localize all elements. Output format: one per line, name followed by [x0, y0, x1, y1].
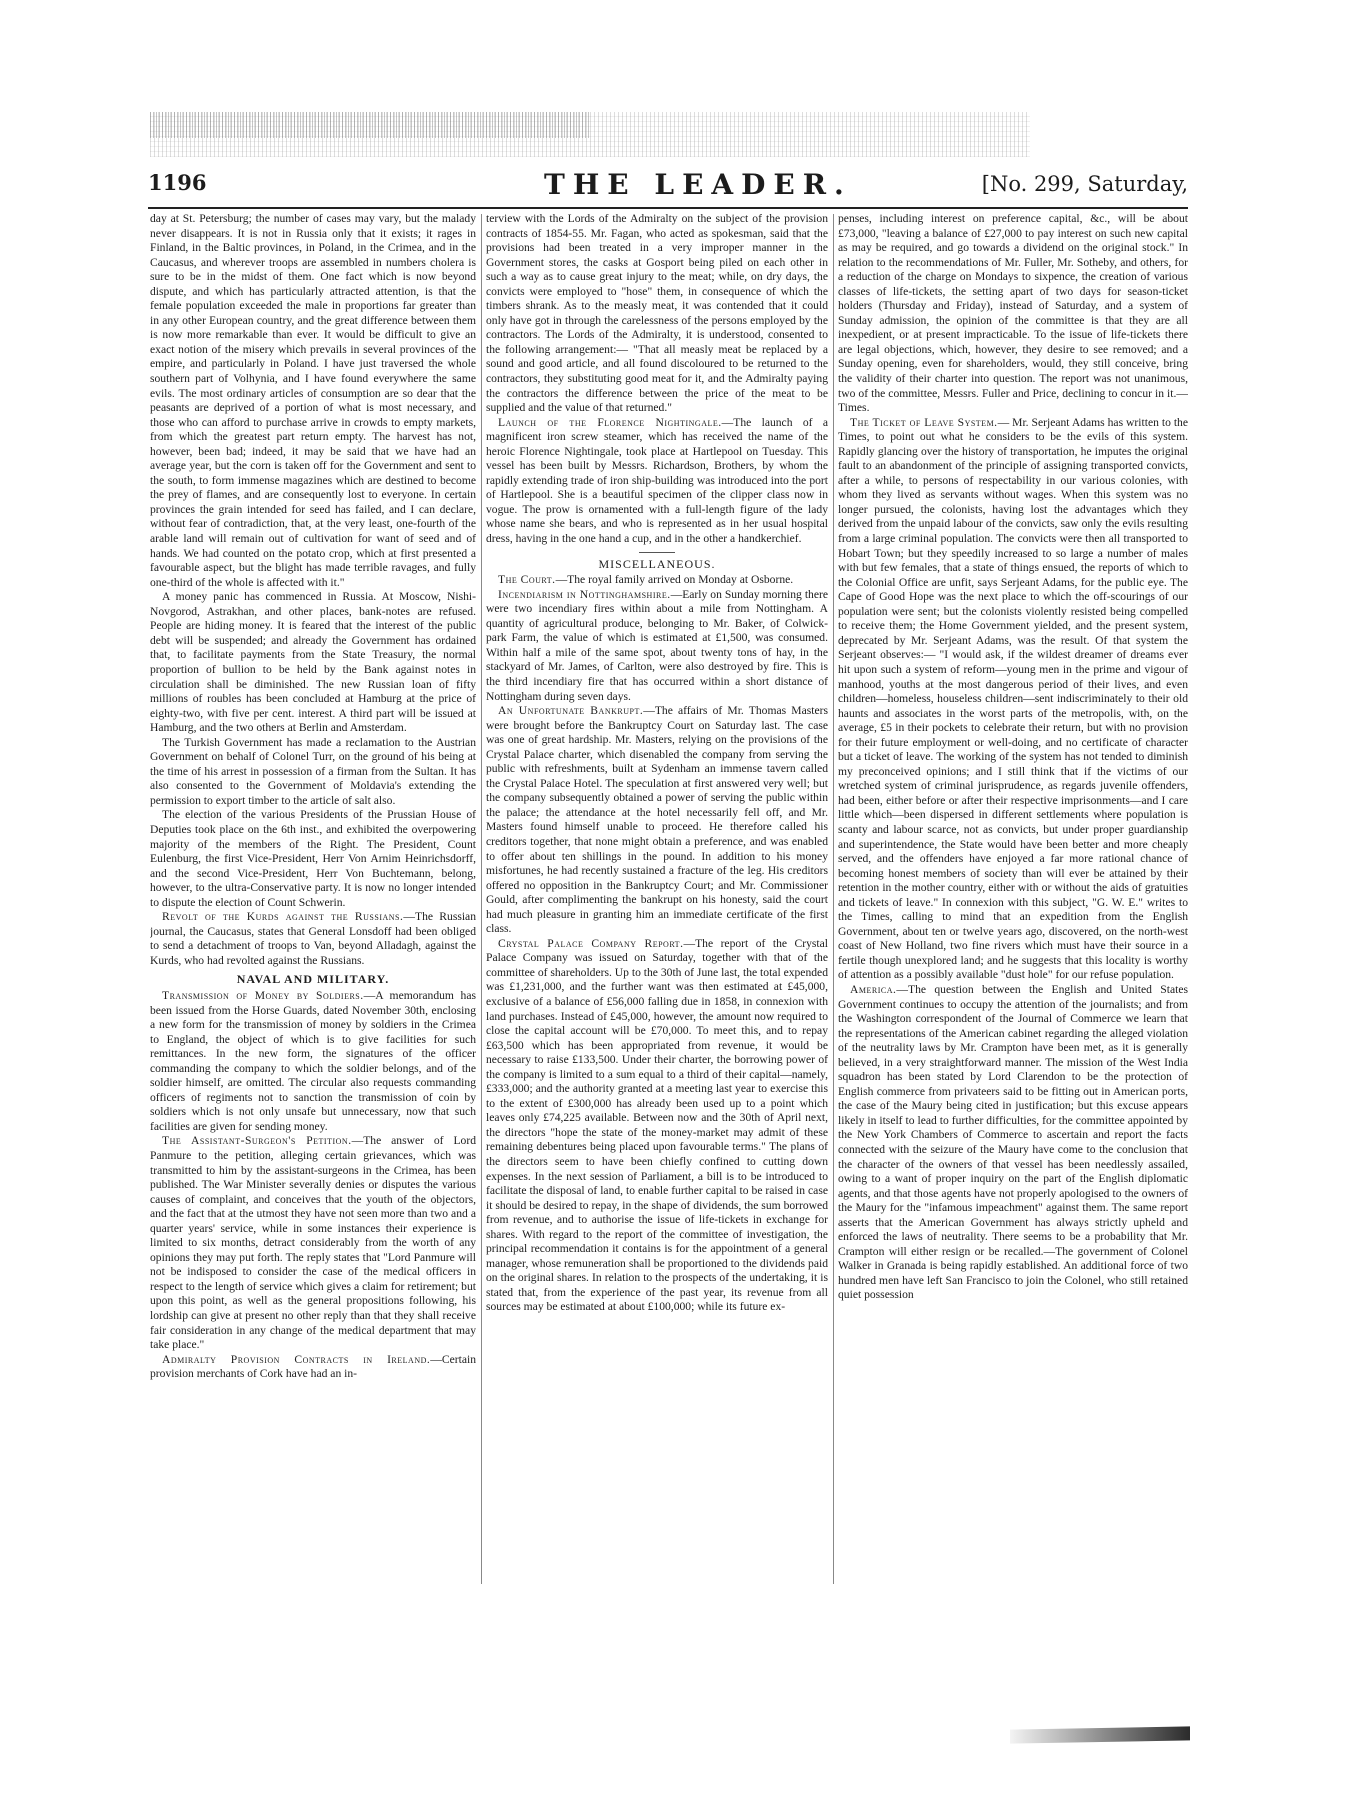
column-3 — [838, 212, 1188, 1584]
article-heading: Launch of the Florence Nightingale. — [498, 415, 722, 429]
article-paragraph — [838, 416, 1188, 983]
scan-smudge — [150, 112, 1030, 157]
article-heading: The Assistant-Surgeon's Petition. — [162, 1134, 352, 1148]
article-heading: Incendiarism in Nottinghamshire. — [498, 587, 671, 601]
article-paragraph: day at St. Petersburg; the number of cases may vary, but the malady never disappears. It is not in Russia only that it exists; it rages in Finland, in the Baltic provinces, in Poland, in the Crimea, and in the Caucasus, and wherever troops are assembled in numbers cholera is sure to be in the midst of them. One fact which is now beyond dispute, and which has particularly attracted attention, is that the female population exceeded the male in proportions far greater than in any other European country, and the great difference between them is now more remarkable than ever. It would be difficult to give an exact notion of the misery which prevails in several provinces of the empire, and particularly in Poland. I have just traversed the whole southern part of Volhynia, and I have found everywhere the same evils. The most ordinary articles of consumption are so dear that the peasants are deprived of a portion of what is most necessary, and those who can afford to purchase arrive in crowds to empty markets, from which the greatest part return empty. The harvest has not, however, been bad; indeed, it may be said that we have had an average year, but the corn is taken off for the Government and sent to the south, to form immense magazines which are destined to become the prey of flames, and are consequently lost to everyone. In certain provinces the grain intended for seed has failed, and I can declare, without fear of contradiction, that, at the very least, one-fourth of the arable land will remain out of cultivation for want of seed and of hands. We had counted on the potato crop, which at first presented a favourable aspect, but the blight has made terrible ravages, and fully one-third of the whole is affected with it." — [150, 212, 476, 589]
article-paragraph — [150, 1353, 476, 1382]
column-1 — [150, 212, 476, 1584]
article-paragraph — [486, 937, 828, 1315]
article-heading: Crystal Palace Company Report. — [498, 936, 684, 950]
article-paragraph — [486, 416, 828, 547]
article-paragraph — [150, 1134, 476, 1352]
column-divider — [481, 214, 482, 1584]
article-paragraph — [486, 704, 828, 937]
article-paragraph — [150, 910, 476, 968]
article-heading: An Unfortunate Bankrupt. — [498, 704, 644, 718]
article-paragraph: A money panic has commenced in Russia. At Moscow, Nishi-Novgorod, Astrakhan, and other places, bank-notes are refused. People are hiding money. It is feared that the interest of the public debt will be suspended; and already the Government has ordained that, to facilitate payments from the State Treasury, the normal proportion of bullion to be held by the Bank against notes in circulation shall be diminished. The new Russian loan of fifty millions of roubles has been concluded at Hamburg at the price of eighty-two, with five per cent. interest. A third part will be issued at Hamburg, and the two others at Berlin and Amsterdam. — [150, 590, 476, 735]
article-paragraph — [486, 588, 828, 704]
article-body: —The affairs of Mr. Thomas Masters were brought before the Bankruptcy Court on Saturday last. The case was one of great hardship. Mr. Masters, relying on the provisions of the Crystal Palace charter, which disenabled the company from serving the public with refreshments, built at Sydenham an immense tavern called the Crystal Palace Hotel. The speculation at first answered very well; but the company subsequently obtained a power of serving the public within the palace; the attendance at the hotel necessarily fell off, and Mr. Masters found himself unable to proceed. He therefore called his creditors together, that none might obtain a preference, and was enabled to offer about ten shillings in the pound. In addition to his money misfortunes, he had recently sustained a fracture of the leg. His creditors offered no opposition in the Bankruptcy Court; and Mr. Commissioner Gould, after complimenting the bankrupt on his honesty, said the court had much pleasure in granting him an immediate certificate of the first class. — [486, 704, 828, 936]
article-body: —The report of the Crystal Palace Company was issued on Saturday, together with that of the committee of shareholders. Up to the 30th of June last, the total expended was £1,231,000, and the further want was then estimated at £45,000, exclusive of a balance of £56,000 falling due in 1858, in connexion with land purchases. Instead of £45,000, however, the amount now required to close the capital account will be £70,000. To meet this, and to repay £63,500 which has been appropriated from revenue, it would be necessary to raise £133,500. Under their charter, the borrowing power of the company is limited to a sum equal to a third of their capital—namely, £333,000; and the authority granted at a meeting last year to exercise this to the extent of £300,000 has already been used up to a point which leaves only £74,225 available. Between now and the 30th of April next, the directors "hope the state of the money-market may admit of these remaining debentures being placed upon favourable terms." The plans of the directors seem to have been chiefly confined to cutting down expenses. In the next session of Parliament, a bill is to be introduced to facilitate the disposal of land, to enable further capital to be raised in case it should be desired to repay, in the shape of dividends, the sum borrowed from revenue, and to authorise the issue of life-tickets in exchange for shares. With regard to the report of the committee of investigation, the principal recommendation it contains is for the appointment of a general manager, whose remuneration shall be proportioned to the dividends paid on the original shares. In relation to the prospects of the undertaking, it is stated that, from the experience of the past year, its revenue from all sources may be estimated at about £100,000; while its future ex- — [486, 936, 828, 1314]
article-body: —Certain provision merchants of Cork have had an in- — [150, 1352, 476, 1381]
article-body: —The question between the English and United States Government continues to occupy the attention of the journalists; and from the Washington correspondent of the Journal of Commerce we learn that the representations of the American cabinet regarding the alleged violation of the neutrality laws by Mr. Crampton have been met, as it is generally believed, in a very straightforward manner. The mission of the West India squadron has been stated by Lord Clarendon to be the protection of English commerce from privateers said to be fitting out in American ports, the case of the Maury being cited in justification; but this excuse appears likely in itself to lead to further difficulties, for the committee appointed by the New York Chambers of Commerce to ascertain and report the facts connected with the seizure of the Maury have come to the conclusion that the character of the owners of that vessel has been needlessly assailed, owing to a want of proper inquiry on the part of the English diplomatic agents, and that those agents have not properly apologised to the owners of the Maury for the "infamous impeachment" against them. The same report asserts that the American Government has always strictly upheld and enforced the laws of neutrality. There seems to be a probability that Mr. Crampton will either resign or be recalled.—The government of Colonel Walker in Granada is being rapidly established. An additional force of two hundred men have left San Francisco to join the Colonel, who still retained quiet possession — [838, 982, 1188, 1302]
article-paragraph: The Turkish Government has made a reclamation to the Austrian Government on behalf of Colonel Turr, on the ground of his being at the time of his arrest in possession of a firman from the Sultan. It has also consented to the Government of Moldavia's extending the permission to export timber to the article of salt also. — [150, 735, 476, 807]
page-number: 1196 — [148, 170, 207, 195]
article-heading: Revolt of the Kurds against the Russians. — [162, 910, 404, 924]
masthead — [148, 168, 1188, 206]
scan-edge-mark — [1010, 1726, 1190, 1743]
article-paragraph — [838, 983, 1188, 1303]
article-heading: The Ticket of Leave System. — [850, 415, 998, 429]
article-body: —The launch of a magnificent iron screw steamer, which has received the name of the heroic Florence Nightingale, took place at Hartlepool on Tuesday. This vessel has been built by Messrs. Richardson, Brothers, by whom the rapidly extending trade of iron ship-building was introduced into the port of Hartlepool. She is a beautiful specimen of the clipper class now in vogue. The prow is ornamented with a full-length figure of the lady whose name she bears, and who is represented as in her usual hospital dress, having in the one hand a cup, and in the other a handkerchief. — [486, 415, 828, 546]
header-rule — [148, 207, 1188, 209]
article-body: —Early on Sunday morning there were two incendiary fires within about a mile from Nottingham. A quantity of agricultural produce, belonging to Mr. Baker, of Colwick-park Farm, the value of which is estimated at £1,500, was consumed. Within half a mile of the same spot, about twenty tons of hay, in the stackyard of Mr. James, of Carlton, were also destroyed by fire. This is the third incendiary fire that has occurred within a short distance of Nottingham during seven days. — [486, 587, 828, 703]
article-heading: America. — [850, 982, 897, 996]
article-paragraph — [150, 989, 476, 1134]
article-paragraph: The election of the various Presidents of the Prussian House of Deputies took place on the 6th inst., and exhibited the overpowering majority of the members of the Right. The President, Count Eulenburg, the first Vice-President, Herr Von Arnim Heinrichsdorff, and the second Vice-President, Herr Von Buchtemann, belong, however, to the ultra-Conservative party. It is now no longer intended to dispute the election of Count Schwerin. — [150, 808, 476, 909]
section-title: NAVAL AND MILITARY. — [236, 972, 390, 987]
article-body: —A memorandum has been issued from the Horse Guards, dated November 30th, enclosing a new form for the transmission of money by soldiers in the Crimea to England, the object of which is to give facilities for such remittances. In the new form, the signatures of the officer commanding the company to which the soldier belongs, and of the soldier himself, are omitted. The circular also requests commanding officers of regiments not to sanction the transmission of coin by soldiers which is not only unsafe but unnecessary, now that such facilities are given for sending money. — [150, 988, 476, 1133]
article-body: —The Russian journal, the Caucasus, states that General Lonsdoff had been obliged to send a detachment of troops to Van, beyond Alladagh, against the Kurds, who had revolted against the Russians. — [150, 910, 476, 967]
section-rule — [639, 552, 675, 553]
column-divider — [833, 214, 834, 1584]
article-paragraph — [486, 573, 828, 588]
article-paragraph: penses, including interest on preference capital, &c., will be about £73,000, "leaving a balance of £27,000 to pay interest on such new capital as may be required, and go towards a dividend on the original stock." In relation to the recommendations of Mr. Fuller, Mr. Sotheby, and others, for a reduction of the charge on Mondays to sixpence, the creation of various classes of life-tickets, the setting apart of two days for season-ticket holders (Thursday and Friday), instead of Saturday, and a system of Sunday admission, the opinion of the committee is that they are all inexpedient, or at present impracticable. To the issue of life-tickets there are legal objections, which, however, they desire to see removed; and a Sunday opening, even for shareholders, would, they still conceive, bring the validity of their charter into question. The report was not unanimous, two of the committee, Messrs. Fuller and Price, declining to concur in it.—Times. — [838, 212, 1188, 415]
article-paragraph: terview with the Lords of the Admiralty on the subject of the provision contracts of 1854-55. Mr. Fagan, who acted as spokesman, said that the provisions had been treated in a very improper manner in the Government stores, the casks at Gosport being piled on each other in such a way as to cause great injury to the meat; while, on dry days, the convicts were employed to "hose" them, in consequence of which the timbers shrank. As to the measly meat, it was contended that it could only have got in through the carelessness of the persons employed by the contractors. The Lords of the Admiralty, it is understood, consented to the following arrangement:— "That all measly meat be replaced by a sound and good article, and all found discoloured to be returned to the contractors, they substituting good meat for it, and the Admiralty paying the contractors the difference between the price of the meat to be supplied and the value of that returned." — [486, 212, 828, 415]
article-body: — Mr. Serjeant Adams has written to the Times, to point out what he considers to be the evils of this system. Rapidly glancing over the history of transportation, he imputes the original fault to an abandonment of the principle of assigning transported convicts, after a while, to persons of respectability in our various colonies, with whom they lived as servants without wages. When this system was no longer pursued, the colonists, having lost the advantages which they derived from the unpaid labour of the convicts, saw only the evils resulting from a large criminal population. The convicts were then all transported to Hobart Town; but they speedily increased to so large a number of males with but few females, that a state of things ensued, the reports of which to the Colonial Office are unfit, says Serjeant Adams, for the public eye. The Cape of Good Hope was the next place to which the off-scourings of our population were sent; but the colonists violently resisted being compelled to receive them; the Home Government yielded, and the present system, deprecated by Mr. Serjeant Adams, was the result. Of that system the Serjeant observes:— "I would ask, if the wildest dreamer of dreams ever hit upon such a system of reform—young men in the prime and vigour of manhood, youths at the most dangerous period of their lives, and even children—homeless, houseless children—sent indiscriminately to their old haunts and associates in the worst parts of the metropolis, with, on the average, £5 in their pockets to celebrate their return, but with no provision for their future employment or well-doing, and no certificate of character but a ticket of leave. The working of the system has not tended to diminish my preconceived opinions; and I still think that if the victims of our wretched system of criminal jurisprudence, as regards juvenile offenders, had been, either before or after their respective imprisonments—and I care little which—been dispersed in different settlements where population is scanty and labour scarce, not as convicts, but under proper guardianship and superintendence, the State would have been better and more cheaply served, and the offenders have enjoyed a far more rational chance of becoming honest members of society than will ever be attained by their retention in the mother country, either with or without the aids of gratuities and tickets of leave." In connexion with this subject, "G. W. E." writes to the Times, calling to mind that an expedition from the English Government, about ten or twelve years ago, discovered, on the north-west coast of New Holland, two fine rivers which must have their source in a fertile though unexplored land; and he suggests that this locality is worthy of attention as a possibly available "dust hole" for our refuse population. — [838, 415, 1188, 982]
newspaper-title: THE LEADER. — [544, 168, 852, 201]
article-body: —The answer of Lord Panmure to the petition, alleging certain grievances, which was transmitted to him by the assistant-surgeons in the Crimea, has been published. The War Minister severally denies or disputes the various causes of complaint, and conceives that the youth of the objectors, and the fact that at the utmost they have not seen more than two and a quarter years' service, while in some instances their experience is limited to six months, detract considerably from the worth of any opinions they may put forth. The reply states that "Lord Panmure will not be indisposed to consider the case of the medical officers in respect to the length of service which gives a claim for retirement; but upon this point, as well as the general propositions following, his lordship can give at present no other reply than that they shall receive fair consideration in any change of the medical department that may take place." — [150, 1134, 476, 1352]
article-heading: Transmission of Money by Soldiers. — [162, 988, 364, 1002]
article-body: —The royal family arrived on Monday at Osborne. — [555, 573, 794, 587]
section-title: MISCELLANEOUS. — [598, 556, 716, 571]
column-2 — [486, 212, 828, 1584]
issue-info: [No. 299, Saturday, — [981, 172, 1188, 196]
article-heading: Admiralty Provision Contracts in Ireland. — [162, 1352, 431, 1366]
article-heading: The Court. — [498, 573, 556, 587]
